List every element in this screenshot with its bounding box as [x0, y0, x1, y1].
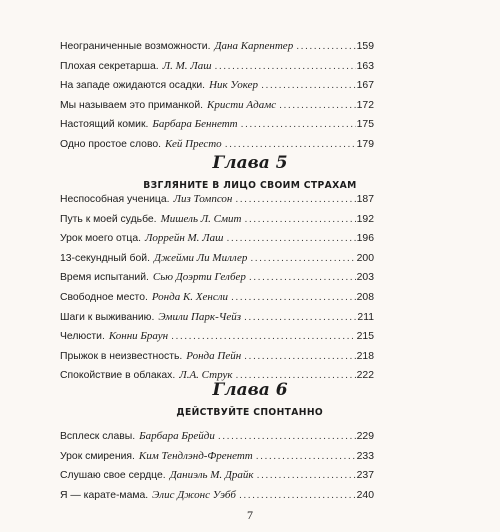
entry-title: Слушаю свое сердце. — [60, 470, 166, 482]
leader-dots — [244, 311, 356, 324]
entry-page: 192 — [356, 213, 374, 225]
entry-page: 208 — [356, 291, 374, 303]
entry-page: 179 — [356, 138, 374, 150]
leader-dots — [244, 213, 355, 226]
chapter-heading — [0, 380, 500, 420]
entry-page: 167 — [356, 80, 374, 92]
toc-entry — [60, 350, 374, 363]
leader-dots — [279, 99, 356, 112]
leader-dots — [250, 252, 355, 265]
entry-title: Я — карате-мама. — [60, 489, 149, 501]
chapter-number: Глава 6 — [212, 380, 288, 400]
leader-dots — [256, 450, 356, 463]
entry-title: Одно простое слово. — [60, 138, 162, 150]
entry-page: 215 — [356, 331, 374, 343]
entry-page: 240 — [356, 489, 374, 501]
entry-author: Сью Доэрти Гелбер — [152, 271, 246, 284]
chapter-number: Глава 5 — [212, 153, 288, 173]
toc-list — [60, 40, 374, 151]
entry-title: Неспособная ученица. — [60, 194, 170, 205]
leader-dots — [244, 350, 355, 363]
leader-dots — [257, 469, 356, 482]
entry-page: 159 — [356, 41, 374, 52]
entry-title: Время испытаний. — [60, 272, 149, 284]
entry-title: Прыжок в неизвестность. — [60, 350, 183, 362]
entry-author: Лоррейн М. Лаш — [144, 232, 224, 245]
leader-dots — [225, 138, 356, 151]
leader-dots — [241, 118, 356, 131]
entry-page: 196 — [356, 233, 374, 245]
entry-author: Конни Браун — [108, 330, 169, 343]
entry-page: 187 — [356, 194, 374, 205]
entry-page: 218 — [356, 350, 374, 362]
toc-entry — [60, 118, 374, 131]
entry-author: Эмили Парк-Чейз — [158, 310, 241, 323]
entry-author: Кей Престо — [165, 137, 222, 150]
chapter-subtitle: ДЕЙСТВУЙТЕ СПОНТАННО — [176, 407, 324, 418]
leader-dots — [171, 330, 356, 343]
toc-entry — [60, 330, 374, 343]
toc-entry — [60, 40, 374, 53]
leader-dots — [261, 79, 356, 92]
entry-title: Шаги к выживанию. — [60, 311, 155, 323]
entry-page: 237 — [356, 470, 374, 482]
entry-title: На западе ожидаются осадки. — [60, 80, 206, 92]
entry-page: 211 — [357, 311, 374, 323]
entry-page: 233 — [356, 450, 374, 462]
toc-list — [60, 430, 374, 502]
entry-title: Плохая секретарша. — [60, 60, 159, 72]
leader-dots — [231, 291, 356, 304]
entry-title: Путь к моей судьбе. — [60, 213, 157, 225]
entry-title: Челюсти. — [60, 331, 105, 343]
entry-page: 203 — [356, 272, 374, 284]
toc-entry — [60, 99, 374, 112]
toc-entry — [60, 193, 374, 206]
toc-entry — [60, 450, 374, 463]
toc-entry — [60, 430, 374, 443]
entry-page: 175 — [356, 119, 374, 131]
entry-page: 222 — [356, 370, 374, 382]
toc-entry — [60, 311, 374, 324]
entry-author: Джейми Ли Миллер — [153, 251, 248, 264]
entry-page: 163 — [356, 60, 374, 72]
toc-entry — [60, 252, 374, 265]
toc-entry — [60, 489, 374, 502]
toc-entry — [60, 291, 374, 304]
entry-title: Урок смирения. — [60, 450, 135, 462]
toc-entry — [60, 232, 374, 245]
toc-entry — [60, 60, 374, 73]
entry-page: 200 — [356, 252, 374, 264]
toc-list — [60, 193, 374, 382]
entry-title: Свободное место. — [60, 291, 148, 303]
toc-entry — [60, 469, 374, 482]
entry-author: Ронда К. Хенсли — [151, 290, 228, 303]
leader-dots — [239, 489, 356, 502]
entry-title: Всплеск славы. — [60, 431, 136, 442]
entry-title: 13-секундный бой. — [60, 252, 150, 264]
chapter-subtitle: ВЗГЛЯНИТЕ В ЛИЦО СВОИМ СТРАХАМ — [143, 180, 357, 191]
entry-page: 172 — [356, 99, 374, 111]
chapter-heading — [0, 153, 500, 193]
entry-author: Лиз Томпсон — [173, 193, 233, 205]
entry-author: Барбара Брейди — [139, 430, 215, 442]
toc-entry — [60, 271, 374, 284]
entry-author: Ник Уокер — [209, 79, 259, 92]
entry-author: Л.А. Струк — [179, 369, 233, 382]
entry-title: Спокойствие в облаках. — [60, 370, 176, 382]
leader-dots — [235, 193, 355, 206]
entry-author: Ким Тендлэнд-Френетт — [138, 449, 253, 462]
entry-author: Барбара Беннетт — [152, 118, 238, 131]
entry-title: Урок моего отца. — [60, 233, 141, 245]
entry-author: Кристи Адамс — [207, 98, 277, 111]
leader-dots — [296, 40, 355, 53]
toc-entry — [60, 79, 374, 92]
entry-title: Неограниченные возможности. — [60, 41, 211, 52]
entry-author: Ронда Пейн — [186, 349, 242, 362]
entry-author: Даниэль М. Драйк — [169, 469, 254, 482]
entry-title: Мы называем это приманкой. — [60, 99, 204, 111]
entry-author: Мишель Л. Смит — [160, 212, 242, 225]
entry-title: Настоящий комик. — [60, 119, 149, 131]
leader-dots — [249, 271, 356, 284]
toc-entry — [60, 138, 374, 151]
leader-dots — [226, 232, 355, 245]
page-number: 7 — [247, 508, 253, 522]
toc-entry — [60, 213, 374, 226]
leader-dots — [215, 60, 356, 73]
entry-author: Дана Карпентер — [214, 40, 294, 52]
entry-author: Л. М. Лаш — [162, 59, 212, 72]
leader-dots — [218, 430, 356, 443]
entry-author: Элис Джонс Уэбб — [152, 488, 236, 501]
entry-page: 229 — [356, 431, 374, 442]
